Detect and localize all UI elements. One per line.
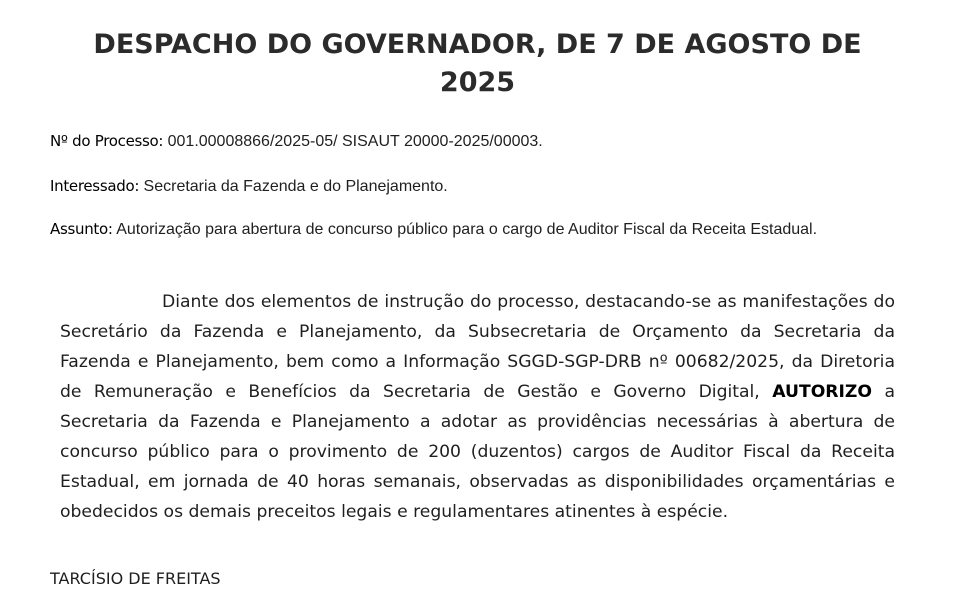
- process-number-value: 001.00008866/2025-05/ SISAUT 20000-2025/00003.: [163, 133, 543, 150]
- process-number-line: [50, 131, 903, 152]
- process-number-label: Nº do Processo:: [50, 132, 164, 150]
- governor-signature: TARCÍSIO DE FREITAS: [50, 569, 221, 588]
- subject-line: [50, 219, 903, 240]
- document-title: DESPACHO DO GOVERNADOR, DE 7 DE AGOSTO DE 2025: [93, 29, 862, 98]
- interested-value: Secretaria da Fazenda e do Planejamento.: [139, 178, 448, 195]
- interested-line: [50, 176, 903, 197]
- dispatch-body-text-before: Diante dos elementos de instrução do processo, destacando-se as manifestações do Secretário da Fazenda e Planejamento, da Subsecretaria de Orçamento da Secretaria da Fazenda e Planejamento, bem como a Informação SGGD-SGP-DRB nº 00682/2025, da Diretoria de Remuneração e Benefícios da Secretaria de Gestão e Governo Digital,: [60, 292, 895, 402]
- interested-label: Interessado:: [50, 177, 140, 195]
- subject-value: Autorização para abertura de concurso público para o cargo de Auditor Fiscal da Receita Estadual.: [112, 221, 818, 238]
- dispatch-authorization-keyword: AUTORIZO: [772, 382, 873, 402]
- dispatch-body-text-after: a Secretaria da Fazenda e Planejamento a adotar as providências necessárias à abertura de concurso público para o provimento de 200 (duzentos) cargos de Auditor Fiscal da Receita Estadual, em jornada de 40 horas semanais, observadas as disponibilidades orçamentárias e obedecidos os demais preceitos legais e regulamentares atinentes à espécie.: [60, 382, 895, 522]
- dispatch-body: [60, 287, 895, 527]
- subject-label: Assunto:: [50, 220, 113, 238]
